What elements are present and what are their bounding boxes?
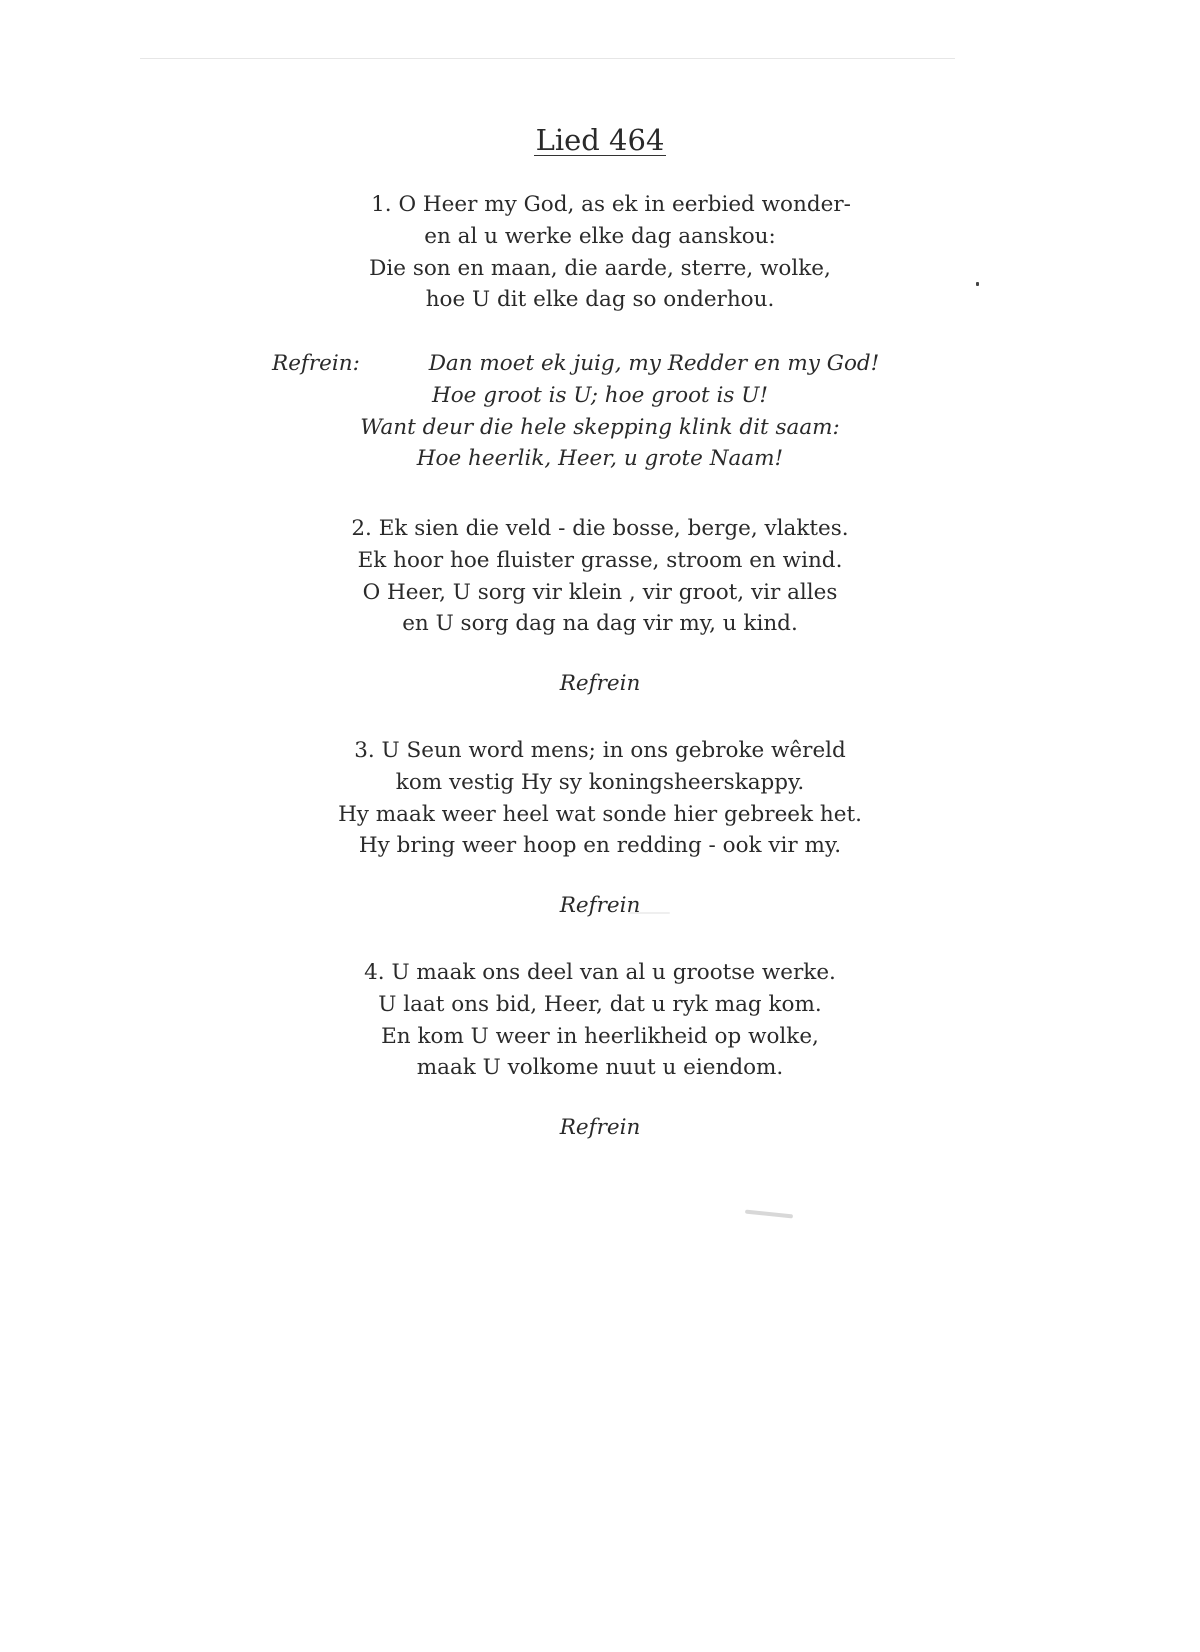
verse-4-line-1: 4. U maak ons deel van al u grootse werke.: [364, 960, 836, 985]
verse-1-line-2: en al u werke elke dag aanskou:: [424, 223, 776, 249]
chorus-line-4: Hoe heerlik, Heer, u grote Naam!: [416, 446, 784, 472]
chorus-line-2: Hoe groot is U; hoe groot is U!: [431, 382, 769, 408]
verse-4-line-3: En kom U weer in heerlikheid op wolke,: [381, 1023, 819, 1049]
verse-3-line-4: Hy bring weer hoop en redding - ook vir my.: [358, 833, 842, 859]
refrein-marker-3: [0, 890, 1200, 922]
scan-edge-line: [140, 58, 955, 59]
refrein-marker-2-text: Refrein: [559, 671, 641, 696]
chorus-line-1: Dan moet ek juig, my Redder en my God!: [428, 351, 880, 376]
verse-2-line-1: 2. Ek sien die veld - die bosse, berge, vlaktes.: [351, 516, 849, 541]
verse-3-line-3: Hy maak weer heel wat sonde hier gebreek het.: [338, 801, 862, 827]
verse-4: [0, 957, 1200, 1084]
refrein-marker-3-text: Refrein: [559, 893, 641, 918]
verse-1-line-1: 1. O Heer my God, as ek in eerbied wonder-: [371, 192, 851, 217]
chorus: [0, 348, 1200, 475]
verse-3-line-2: kom vestig Hy sy koningsheerskappy.: [395, 769, 805, 795]
chorus-line-3: Want deur die hele skepping klink dit saam:: [360, 414, 840, 440]
verse-1-line-3: Die son en maan, die aarde, sterre, wolke,: [369, 255, 831, 281]
chorus-label: Refrein:: [272, 351, 360, 376]
verse-2-line-2: Ek hoor hoe fluister grasse, stroom en wind.: [357, 547, 843, 573]
song-title-text: Lied 464: [535, 123, 665, 157]
verse-2: [0, 513, 1200, 640]
verse-2-line-3: O Heer, U sorg vir klein , vir groot, vir alles: [362, 579, 838, 605]
refrein-marker-4-text: Refrein: [559, 1115, 641, 1140]
verse-4-line-4: maak U volkome nuut u eiendom.: [416, 1055, 784, 1081]
refrein-marker-4: [0, 1112, 1200, 1144]
verse-4-line-2: U laat ons bid, Heer, dat u ryk mag kom.: [378, 991, 822, 1017]
song-title: [0, 122, 1200, 158]
verse-1-line-4: hoe U dit elke dag so onderhou.: [425, 287, 775, 313]
verse-3: [0, 735, 1200, 862]
scan-smudge: [745, 1210, 793, 1219]
verse-2-line-4: en U sorg dag na dag vir my, u kind.: [402, 611, 798, 637]
verse-1: [0, 189, 1200, 316]
refrein-marker-2: [0, 668, 1200, 700]
verse-3-line-1: 3. U Seun word mens; in ons gebroke wêreld: [354, 738, 846, 763]
